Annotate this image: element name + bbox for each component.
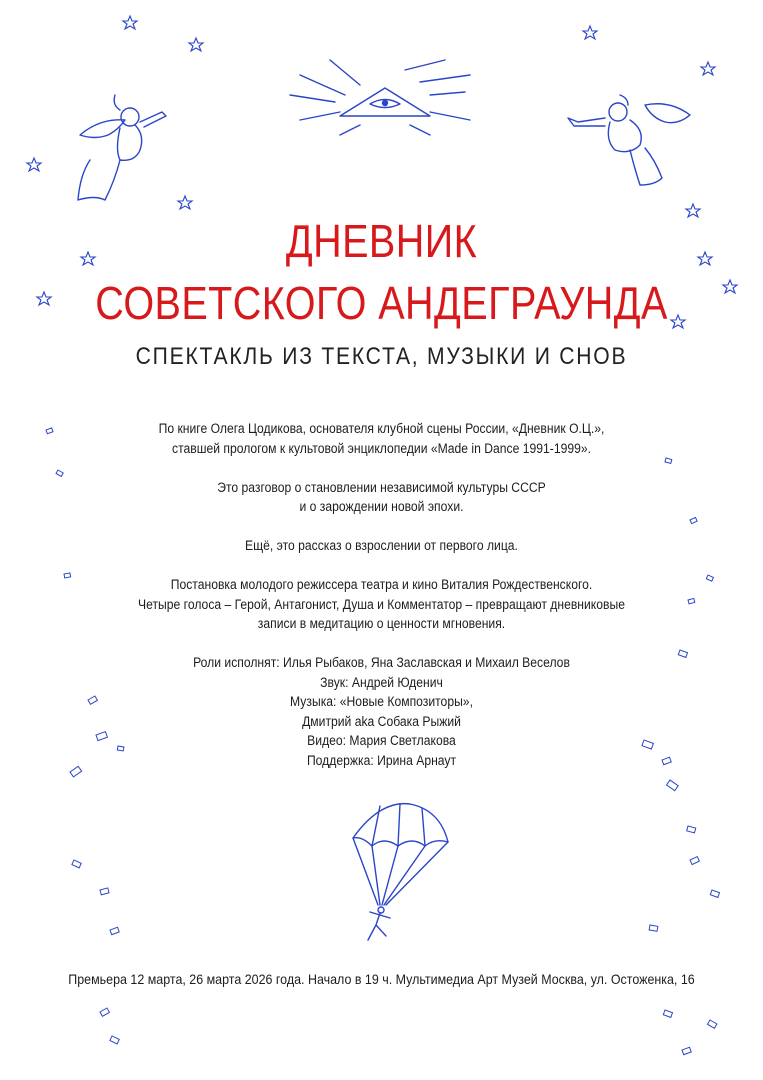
star-icon: [189, 38, 203, 51]
premiere-info: Премьера 12 марта, 26 марта 2026 года. Начало в 19 ч. Мультимедиа Арт Музей Москва, ул. Остоженка, 16: [68, 971, 695, 987]
star-icon: [686, 204, 700, 217]
paragraph-line: и о зарождении новой эпохи.: [299, 499, 464, 514]
left-angel-icon: [78, 95, 166, 200]
subtitle: СПЕКТАКЛЬ ИЗ ТЕКСТА, МУЗЫКИ И СНОВ: [135, 343, 628, 370]
star-icon: [701, 62, 715, 75]
credits-video: Видео: Мария Светлакова: [307, 733, 456, 748]
credits-music-artist: Дмитрий aka Собака Рыжий: [302, 713, 461, 729]
paragraph-line: По книге Олега Цодикова, основателя клубной сцены России, «Дневник О.Ц.»,: [158, 421, 605, 436]
credits-support: Поддержка: Ирина Арнаут: [306, 752, 457, 768]
star-icon: [178, 196, 192, 209]
paragraph-line: Постановка молодого режиссера театра и кино Виталия Рождественского.: [170, 577, 593, 592]
credits-music: Музыка: «Новые Композиторы»,: [290, 694, 473, 709]
eye-of-providence-icon: [290, 60, 470, 135]
star-icon: [723, 280, 737, 293]
right-angel-icon: [568, 95, 690, 185]
paragraph-line: Ещё, это рассказ о взрослении от первого лица.: [245, 538, 518, 553]
star-icon: [37, 292, 51, 305]
title-line-1: ДНЕВНИК: [285, 215, 478, 267]
paragraph-line: записи в медитацию о ценности мгновения.: [257, 616, 506, 631]
paragraph-line: ставшей прологом к культовой энциклопедии «Made in Dance 1991-1999».: [171, 440, 591, 456]
parachute-icon: [353, 804, 448, 940]
paragraph-line: Четыре голоса – Герой, Антагонист, Душа и Комментатор – превращают дневниковые: [138, 596, 625, 612]
credits-cast: Роли исполнят: Илья Рыбаков, Яна Заславская и Михаил Веселов: [193, 655, 570, 670]
paragraph-line: Это разговор о становлении независимой культуры СССР: [217, 479, 546, 495]
star-icon: [123, 16, 137, 29]
star-icon: [27, 158, 41, 171]
title-line-2: СОВЕТСКОГО АНДЕГРАУНДА: [95, 277, 668, 329]
description: [92, 419, 671, 770]
star-icon: [583, 26, 597, 39]
credits-sound: Звук: Андрей Юденич: [320, 674, 443, 690]
